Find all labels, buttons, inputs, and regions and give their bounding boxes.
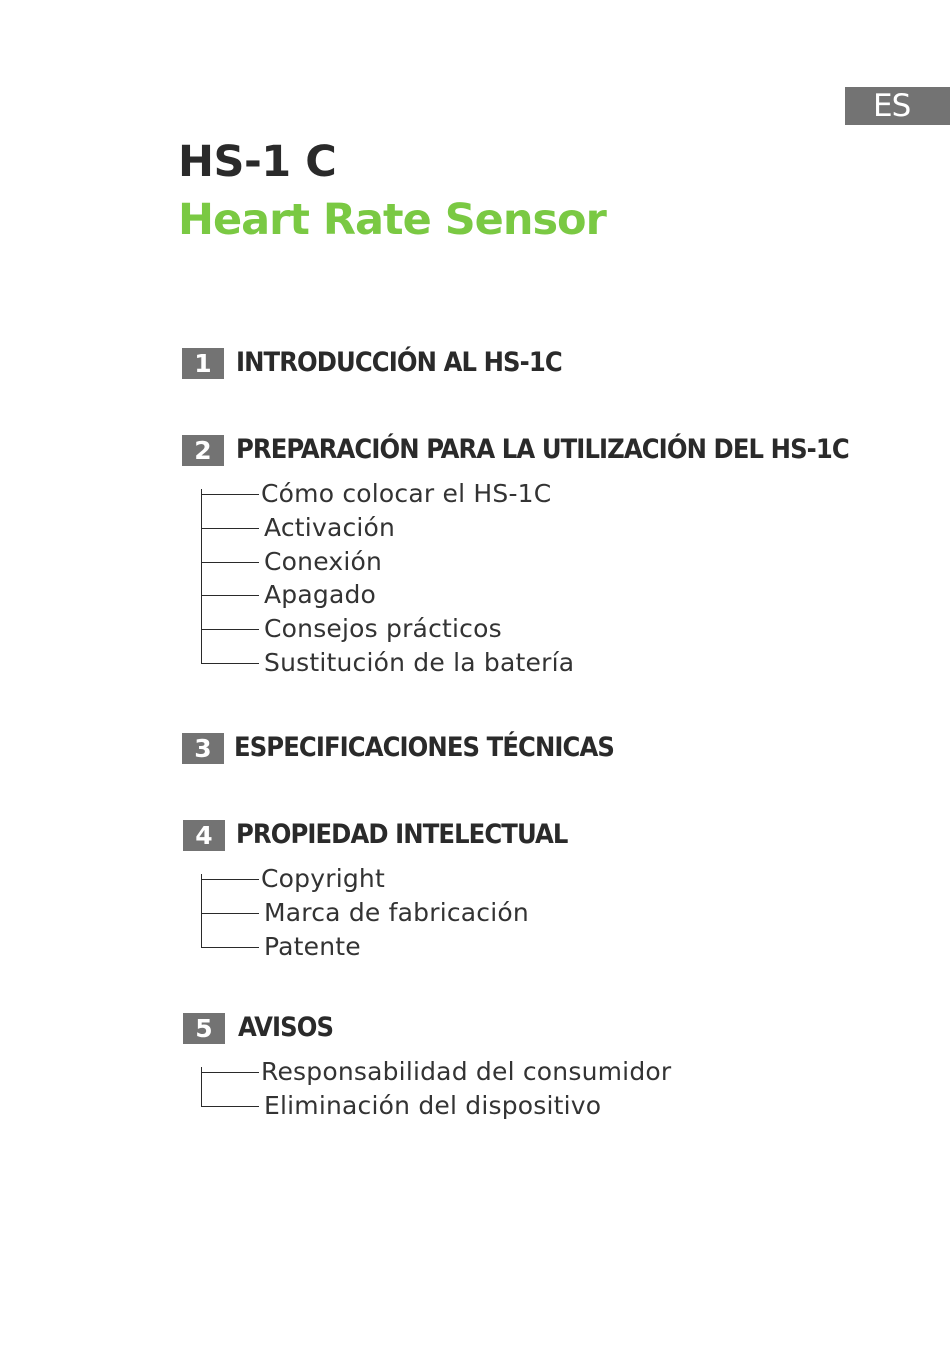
section-title: AVISOS [238, 1012, 334, 1043]
subsection-label: Patente [264, 931, 361, 961]
section-title: PREPARACIÓN PARA LA UTILIZACIÓN DEL HS-1C [236, 434, 849, 465]
tree-branch [201, 1106, 259, 1107]
tree-branch [201, 562, 259, 563]
section-title: PROPIEDAD INTELECTUAL [236, 819, 568, 850]
tree-branch [201, 663, 259, 664]
tree-line [201, 874, 202, 947]
language-tab: ES [845, 87, 950, 125]
subsection-label: Activación [264, 512, 396, 542]
tree-branch [201, 947, 259, 948]
section-number-badge: 4 [183, 820, 225, 851]
section-number-badge: 5 [183, 1013, 225, 1044]
subsection-label: Apagado [264, 580, 377, 610]
subsection-label: Responsabilidad del consumidor [261, 1057, 672, 1086]
section-title: INTRODUCCIÓN AL HS-1C [236, 347, 562, 378]
tree-branch [201, 879, 259, 880]
tree-branch [201, 629, 259, 630]
subsection-label: Consejos prácticos [264, 614, 502, 644]
tree-branch [201, 528, 259, 529]
subsection-label: Copyright [261, 864, 385, 893]
subsection-label: Marca de fabricación [264, 897, 529, 927]
subsection-label: Cómo colocar el HS-1C [261, 479, 552, 508]
tree-branch [201, 595, 259, 596]
subsection-label: Conexión [264, 546, 383, 576]
section-number-badge: 1 [182, 348, 224, 379]
section-title: ESPECIFICACIONES TÉCNICAS [234, 732, 614, 763]
tree-branch [201, 1072, 259, 1073]
section-number-badge: 3 [182, 733, 224, 764]
tree-branch [201, 913, 259, 914]
section-number-badge: 2 [182, 435, 224, 466]
product-title: Heart Rate Sensor [178, 195, 606, 245]
subsection-label: Sustitución de la batería [264, 647, 575, 677]
model-title: HS-1 C [178, 137, 337, 187]
subsection-label: Eliminación del dispositivo [264, 1090, 602, 1120]
tree-branch [201, 494, 259, 495]
tree-line [201, 489, 202, 664]
